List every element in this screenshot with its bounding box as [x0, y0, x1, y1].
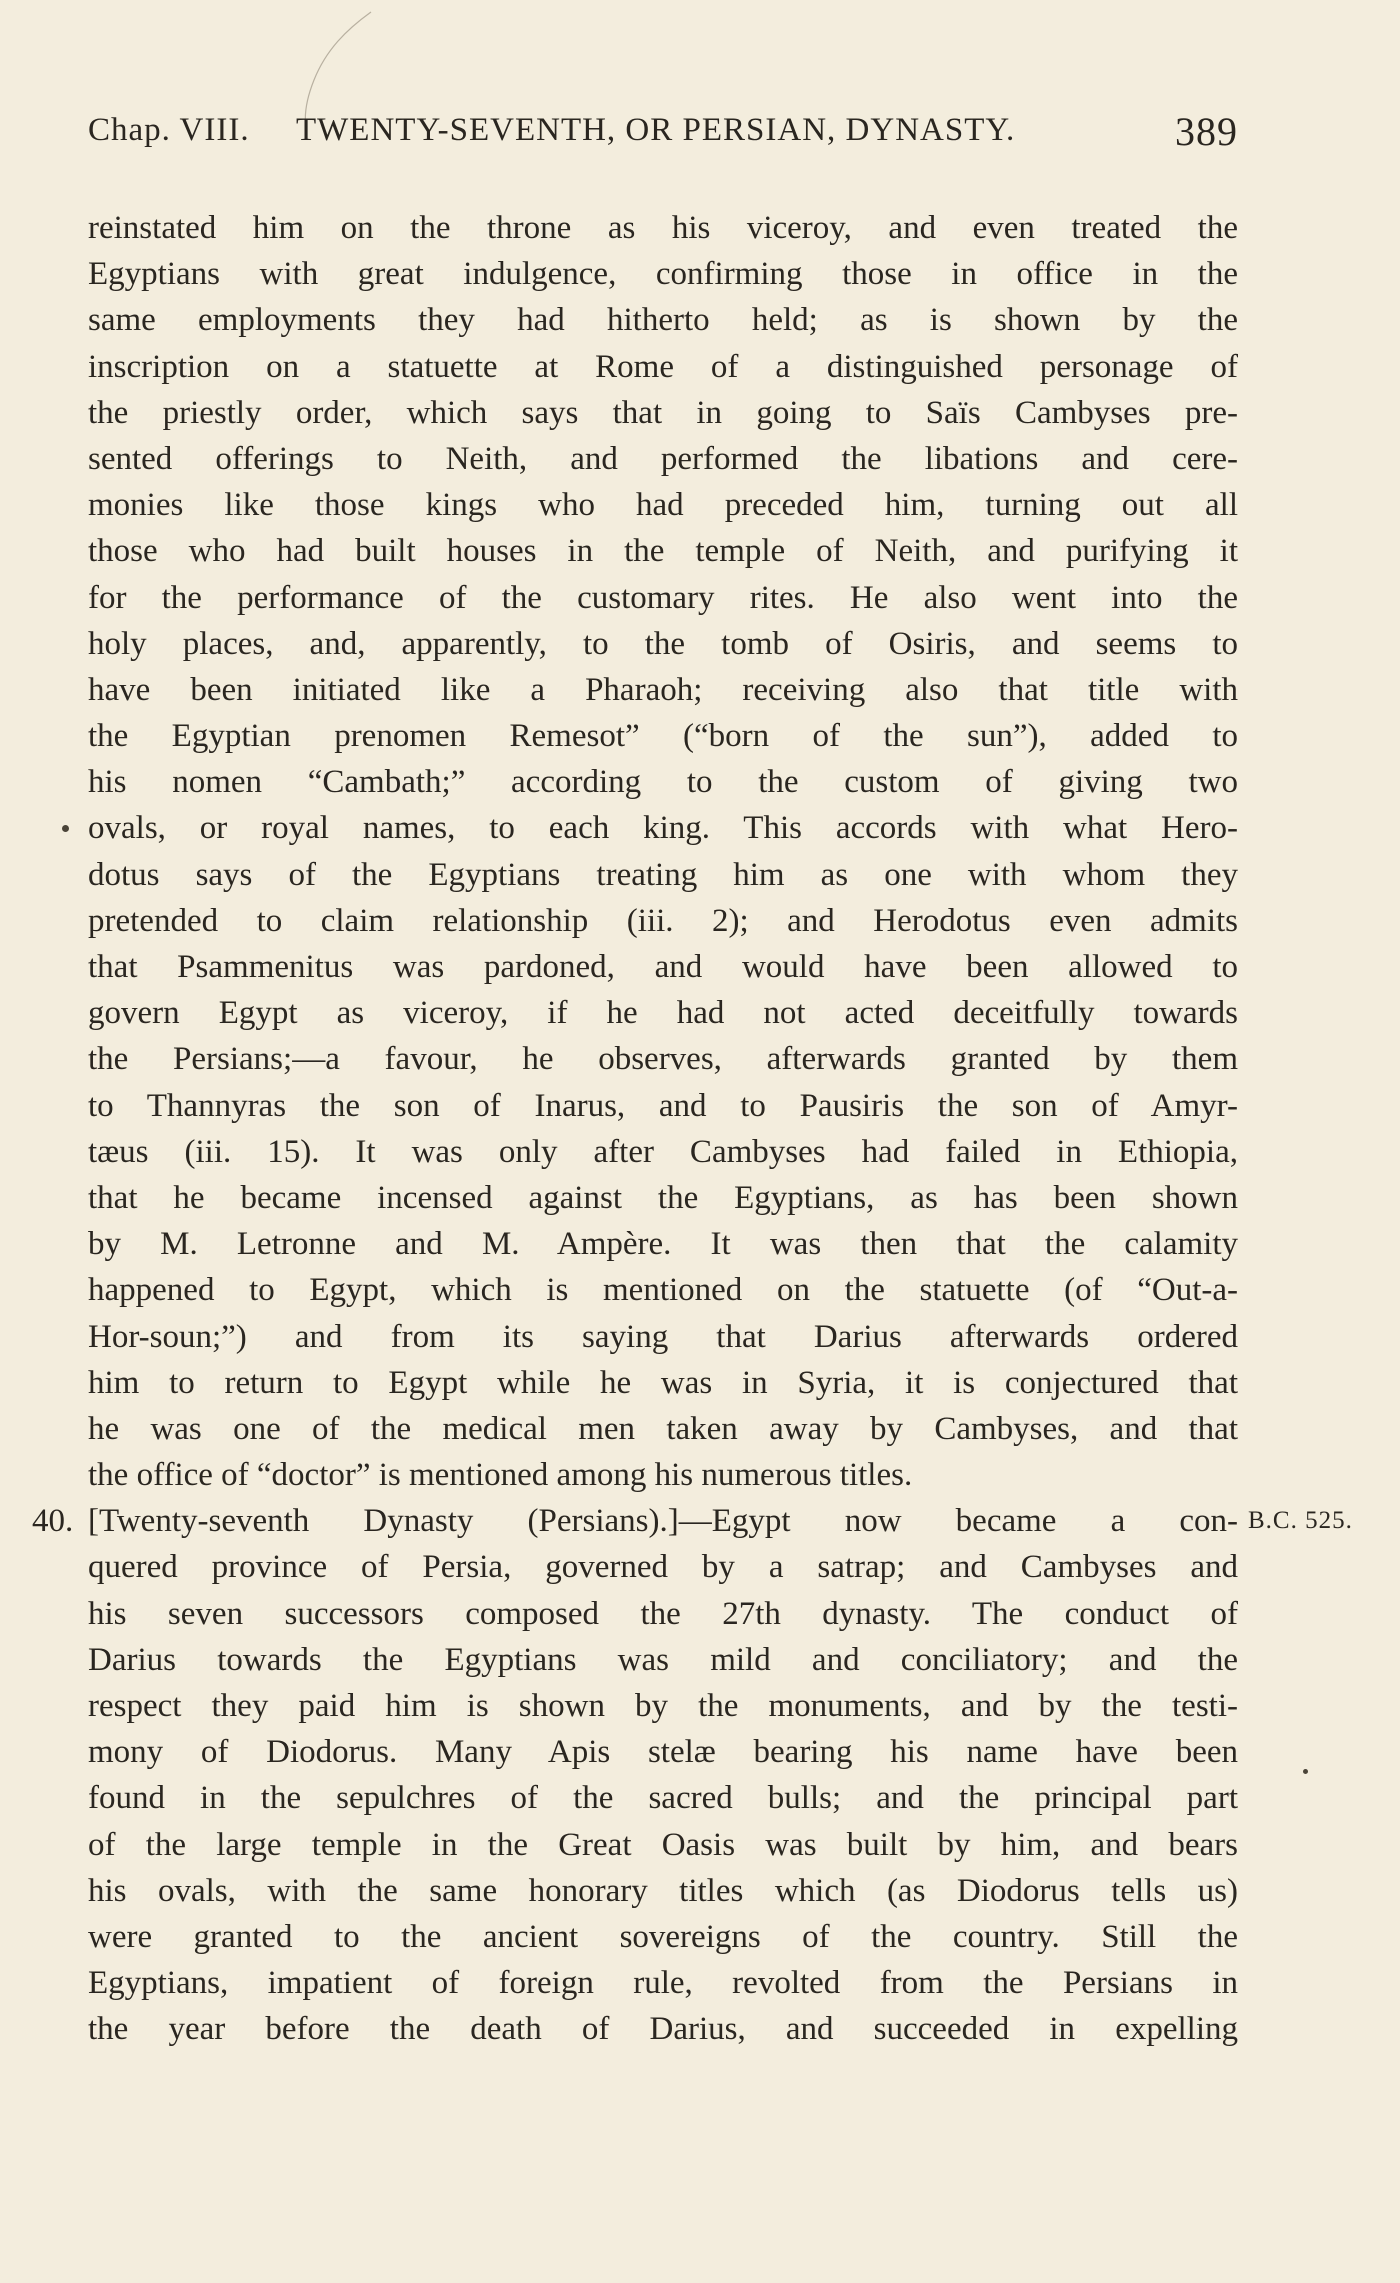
running-head: [88, 109, 1238, 156]
text-line: that Psammenitus was pardoned, and would have been allowed to: [88, 949, 1238, 985]
text-line: monies like those kings who had preceded him, turning out all: [88, 487, 1238, 524]
text-line: his nomen “Cambath;” according to the custom of giving two: [88, 764, 1238, 801]
text-line: mony of Diodorus. Many Apis stelæ bearing his name have been: [88, 1729, 1238, 1775]
text-line: Egyptians, impatient of foreign rule, revolted from the Persians in: [88, 1965, 1238, 2002]
section-heading-line: [32, 1498, 1353, 1544]
text-line: his ovals, with the same honorary titles which (as Diodorus tells us): [88, 1872, 1238, 1909]
text-line: of the large temple in the Great Oasis was built by him, and bears: [88, 1826, 1238, 1863]
margin-dot-icon: [1303, 1769, 1308, 1774]
text-line: Egyptians with great indulgence, confirming those in office in the: [88, 256, 1238, 293]
margin-date: B.C. 525.: [1248, 1507, 1353, 1535]
text-line: the year before the death of Darius, and succeeded in expelling: [88, 2011, 1238, 2048]
text-line: that he became incensed against the Egyptians, as has been shown: [88, 1179, 1238, 1216]
text-line: quered province of Persia, governed by a satrap; and Cambyses and: [88, 1549, 1238, 1586]
text-line: inscription on a statuette at Rome of a distinguished personage of: [88, 348, 1238, 385]
text-line: those who had built houses in the temple of Neith, and purifying it: [88, 533, 1238, 570]
text-line: his seven successors composed the 27th dynasty. The conduct of: [88, 1595, 1238, 1632]
text-line: were granted to the ancient sovereigns of the country. Still the: [88, 1918, 1238, 1955]
text-line: reinstated him on the throne as his viceroy, and even treated the: [88, 210, 1238, 246]
text-line: Darius towards the Egyptians was mild and conciliatory; and the: [88, 1641, 1238, 1678]
text-line: by M. Letronne and M. Ampère. It was then that the calamity: [88, 1226, 1238, 1263]
body-text: [32, 205, 1353, 2053]
text-line: ovals, or royal names, to each king. This accords with what Hero-: [88, 805, 1238, 851]
text-line: for the performance of the customary rites. He also went into the: [88, 579, 1238, 616]
text-line: the Egyptian prenomen Remesot” (“born of the sun”), added to: [88, 718, 1238, 755]
chapter-label: Chap. VIII.: [88, 112, 250, 148]
text-line: found in the sepulchres of the sacred bulls; and the principal part: [88, 1780, 1238, 1817]
text-line: the office of “doctor” is mentioned among his numerous titles.: [88, 1457, 913, 1494]
text-line: sented offerings to Neith, and performed the libations and cere-: [88, 440, 1238, 477]
text-line: the Persians;—a favour, he observes, afterwards granted by them: [88, 1041, 1238, 1078]
text-line: to Thannyras the son of Inarus, and to Pausiris the son of Amyr-: [88, 1087, 1238, 1124]
section-number: 40.: [32, 1503, 74, 1540]
text-line: tæus (iii. 15). It was only after Cambyses had failed in Ethiopia,: [88, 1133, 1238, 1170]
text-line: have been initiated like a Pharaoh; receiving also that title with: [88, 671, 1238, 708]
text-line: same employments they had hitherto held; as is shown by the: [88, 302, 1238, 339]
text-line: dotus says of the Egyptians treating him as one with whom they: [88, 856, 1238, 893]
running-title: TWENTY-SEVENTH, OR PERSIAN, DYNASTY.: [296, 112, 1016, 148]
margin-dot-icon: [62, 825, 69, 832]
text-line: Hor-soun;”) and from its saying that Darius afterwards ordered: [88, 1318, 1238, 1355]
section-heading: [Twenty-seventh Dynasty (Persians).]—Egypt now became a con-: [88, 1503, 1238, 1540]
text-line: the priestly order, which says that in going to Saïs Cambyses pre-: [88, 394, 1238, 431]
text-line: govern Egypt as viceroy, if he had not acted deceitfully towards: [88, 995, 1238, 1032]
text-line: holy places, and, apparently, to the tomb of Osiris, and seems to: [88, 625, 1238, 662]
text-line: happened to Egypt, which is mentioned on the statuette (of “Out-a-: [88, 1272, 1238, 1309]
text-line: respect they paid him is shown by the monuments, and by the testi-: [88, 1688, 1238, 1724]
text-line: pretended to claim relationship (iii. 2); and Herodotus even admits: [88, 902, 1238, 939]
page-number: 389: [1175, 109, 1238, 154]
text-line: him to return to Egypt while he was in Syria, it is conjectured that: [88, 1364, 1238, 1401]
text-line: he was one of the medical men taken away by Cambyses, and that: [88, 1410, 1238, 1447]
